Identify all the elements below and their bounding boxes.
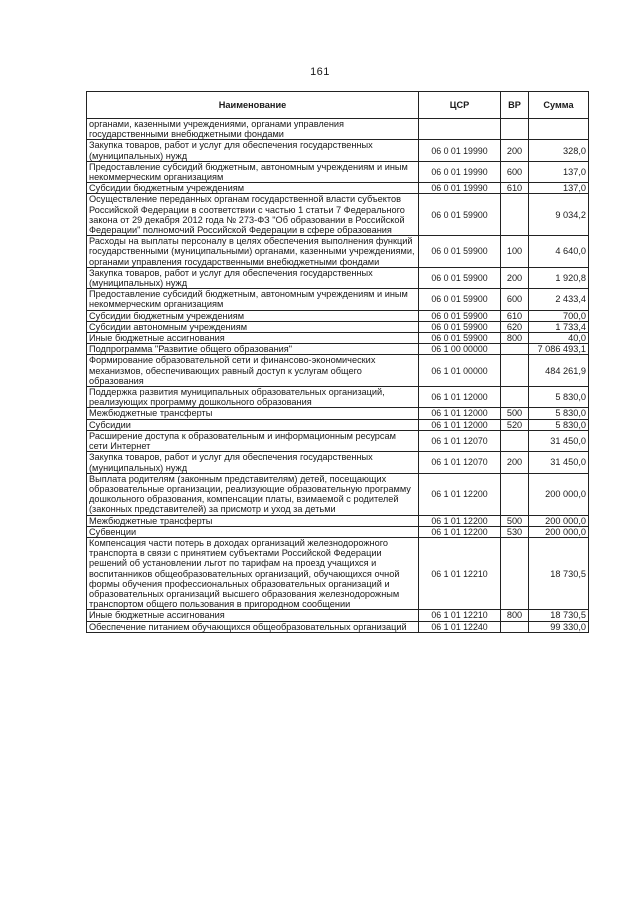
row-vr-cell — [501, 621, 529, 632]
table-row — [87, 236, 589, 268]
row-csr-cell: 06 0 01 19990 — [419, 183, 501, 194]
header-row — [87, 92, 589, 119]
table-row — [87, 452, 589, 473]
header-csr: ЦСР — [419, 92, 501, 119]
row-sum-cell: 2 433,4 — [529, 289, 589, 310]
row-csr-cell: 06 0 01 59900 — [419, 310, 501, 321]
row-vr-cell — [501, 387, 529, 408]
row-csr-cell: 06 1 01 12200 — [419, 515, 501, 526]
row-name-cell: Выплата родителям (законным представителям) детей, посещающих образовательные организации, реализующие образовательную программу дошкольного образования, компенсации платы, взимаемой с родителей (законных представителей) за присмотр и уход за детьми — [87, 473, 419, 515]
row-csr-cell: 06 0 01 59900 — [419, 194, 501, 236]
row-vr-cell — [501, 430, 529, 451]
row-sum-cell: 9 034,2 — [529, 194, 589, 236]
row-vr-cell — [501, 537, 529, 609]
row-sum-cell: 137,0 — [529, 161, 589, 182]
row-name-cell: Обеспечение питанием обучающихся общеобразовательных организаций — [87, 621, 419, 632]
row-name-cell: Подпрограмма "Развитие общего образования" — [87, 344, 419, 355]
row-vr-cell: 600 — [501, 289, 529, 310]
row-sum-cell: 200 000,0 — [529, 526, 589, 537]
row-sum-cell: 700,0 — [529, 310, 589, 321]
row-sum-cell: 31 450,0 — [529, 430, 589, 451]
row-sum-cell: 5 830,0 — [529, 387, 589, 408]
row-vr-cell: 530 — [501, 526, 529, 537]
row-csr-cell: 06 0 01 19990 — [419, 161, 501, 182]
table-row — [87, 333, 589, 344]
row-vr-cell: 500 — [501, 408, 529, 419]
row-vr-cell: 620 — [501, 321, 529, 332]
row-csr-cell: 06 1 01 12070 — [419, 430, 501, 451]
table-row — [87, 321, 589, 332]
row-csr-cell: 06 1 01 12210 — [419, 610, 501, 621]
table-row — [87, 289, 589, 310]
table-row — [87, 267, 589, 288]
row-name-cell: Субсидии бюджетным учреждениям — [87, 183, 419, 194]
row-vr-cell: 610 — [501, 183, 529, 194]
row-name-cell: Субсидии автономным учреждениям — [87, 321, 419, 332]
row-vr-cell: 100 — [501, 236, 529, 268]
row-sum-cell — [529, 119, 589, 140]
row-vr-cell: 500 — [501, 515, 529, 526]
row-vr-cell — [501, 119, 529, 140]
row-csr-cell: 06 1 01 12000 — [419, 408, 501, 419]
row-name-cell: Закупка товаров, работ и услуг для обеспечения государственных (муниципальных) нужд — [87, 452, 419, 473]
row-csr-cell: 06 0 01 59900 — [419, 289, 501, 310]
table-row — [87, 140, 589, 161]
row-vr-cell — [501, 344, 529, 355]
row-sum-cell: 200 000,0 — [529, 515, 589, 526]
row-name-cell: Поддержка развития муниципальных образовательных организаций, реализующих программу дошкольного образования — [87, 387, 419, 408]
row-vr-cell: 800 — [501, 333, 529, 344]
table-row — [87, 355, 589, 387]
row-name-cell: органами, казенными учреждениями, органами управления государственными внебюджетными фондами — [87, 119, 419, 140]
row-vr-cell: 200 — [501, 267, 529, 288]
row-name-cell: Иные бюджетные ассигнования — [87, 333, 419, 344]
row-vr-cell — [501, 473, 529, 515]
row-name-cell: Формирование образовательной сети и финансово-экономических механизмов, обеспечивающих равный доступ к услугам общего образования — [87, 355, 419, 387]
table-row — [87, 387, 589, 408]
row-sum-cell: 7 086 493,1 — [529, 344, 589, 355]
row-name-cell: Закупка товаров, работ и услуг для обеспечения государственных (муниципальных) нужд — [87, 267, 419, 288]
table-row — [87, 621, 589, 632]
row-csr-cell: 06 1 01 12200 — [419, 473, 501, 515]
row-sum-cell: 40,0 — [529, 333, 589, 344]
header-name: Наименование — [87, 92, 419, 119]
table-row — [87, 473, 589, 515]
row-csr-cell: 06 1 01 12000 — [419, 387, 501, 408]
table-row — [87, 194, 589, 236]
table-row — [87, 344, 589, 355]
row-sum-cell: 200 000,0 — [529, 473, 589, 515]
row-name-cell: Субсидии бюджетным учреждениям — [87, 310, 419, 321]
table-row — [87, 161, 589, 182]
row-vr-cell — [501, 194, 529, 236]
row-name-cell: Межбюджетные трансферты — [87, 515, 419, 526]
table-row — [87, 183, 589, 194]
row-vr-cell: 520 — [501, 419, 529, 430]
table-row — [87, 408, 589, 419]
table-row — [87, 526, 589, 537]
row-sum-cell: 18 730,5 — [529, 610, 589, 621]
row-csr-cell: 06 0 01 19990 — [419, 140, 501, 161]
row-name-cell: Расходы на выплаты персоналу в целях обеспечения выполнения функций государственными (муниципальными) органами, казенными учреждениями, органами управления государственными внебюджетными фондами — [87, 236, 419, 268]
row-name-cell: Закупка товаров, работ и услуг для обеспечения государственных (муниципальных) нужд — [87, 140, 419, 161]
row-name-cell: Субсидии — [87, 419, 419, 430]
row-vr-cell — [501, 355, 529, 387]
row-sum-cell: 99 330,0 — [529, 621, 589, 632]
row-csr-cell: 06 1 01 00000 — [419, 355, 501, 387]
row-name-cell: Компенсация части потерь в доходах организаций железнодорожного транспорта в связи с принятием субъектами Российской Федерации решений об установлении льгот по тарифам на проезд учащихся и воспитанников общеобразовательных организаций, обучающихся очной формы обучения профессиональных образовательных организаций и образовательных организаций высшего образования железнодорожным транспортом общего пользования в пригородном сообщении — [87, 537, 419, 609]
row-sum-cell: 328,0 — [529, 140, 589, 161]
row-csr-cell: 06 1 00 00000 — [419, 344, 501, 355]
row-sum-cell: 137,0 — [529, 183, 589, 194]
table-row — [87, 515, 589, 526]
table-row — [87, 430, 589, 451]
row-name-cell: Расширение доступа к образовательным и информационным ресурсам сети Интернет — [87, 430, 419, 451]
row-sum-cell: 1 920,8 — [529, 267, 589, 288]
row-csr-cell: 06 1 01 12000 — [419, 419, 501, 430]
row-vr-cell: 800 — [501, 610, 529, 621]
row-csr-cell: 06 1 01 12240 — [419, 621, 501, 632]
row-csr-cell: 06 1 01 12070 — [419, 452, 501, 473]
row-vr-cell: 200 — [501, 140, 529, 161]
row-name-cell: Субвенции — [87, 526, 419, 537]
row-name-cell: Предоставление субсидий бюджетным, автономным учреждениям и иным некоммерческим организациям — [87, 161, 419, 182]
row-csr-cell: 06 1 01 12200 — [419, 526, 501, 537]
row-sum-cell: 31 450,0 — [529, 452, 589, 473]
row-sum-cell: 4 640,0 — [529, 236, 589, 268]
table-row — [87, 119, 589, 140]
row-csr-cell: 06 0 01 59900 — [419, 333, 501, 344]
table-row — [87, 419, 589, 430]
row-csr-cell: 06 0 01 59900 — [419, 321, 501, 332]
row-sum-cell: 484 261,9 — [529, 355, 589, 387]
row-csr-cell: 06 1 01 12210 — [419, 537, 501, 609]
header-sum: Сумма — [529, 92, 589, 119]
header-vr: ВР — [501, 92, 529, 119]
row-sum-cell: 18 730,5 — [529, 537, 589, 609]
row-sum-cell: 5 830,0 — [529, 408, 589, 419]
row-name-cell: Межбюджетные трансферты — [87, 408, 419, 419]
row-name-cell: Иные бюджетные ассигнования — [87, 610, 419, 621]
table-row — [87, 610, 589, 621]
row-csr-cell: 06 0 01 59900 — [419, 236, 501, 268]
row-csr-cell — [419, 119, 501, 140]
row-sum-cell: 1 733,4 — [529, 321, 589, 332]
budget-table — [86, 91, 589, 633]
row-name-cell: Осуществление переданных органам государственной власти субъектов Российской Федерации в соответствии с частью 1 статьи 7 Федерального закона от 29 декабря 2012 года № 273-ФЗ "Об образовании в Российской Федерации" полномочий Российской Федерации в сфере образования — [87, 194, 419, 236]
row-csr-cell: 06 0 01 59900 — [419, 267, 501, 288]
table-row — [87, 537, 589, 609]
row-vr-cell: 610 — [501, 310, 529, 321]
table-row — [87, 310, 589, 321]
page-number: 161 — [310, 66, 330, 78]
row-vr-cell: 600 — [501, 161, 529, 182]
row-sum-cell: 5 830,0 — [529, 419, 589, 430]
row-vr-cell: 200 — [501, 452, 529, 473]
row-name-cell: Предоставление субсидий бюджетным, автономным учреждениям и иным некоммерческим организациям — [87, 289, 419, 310]
